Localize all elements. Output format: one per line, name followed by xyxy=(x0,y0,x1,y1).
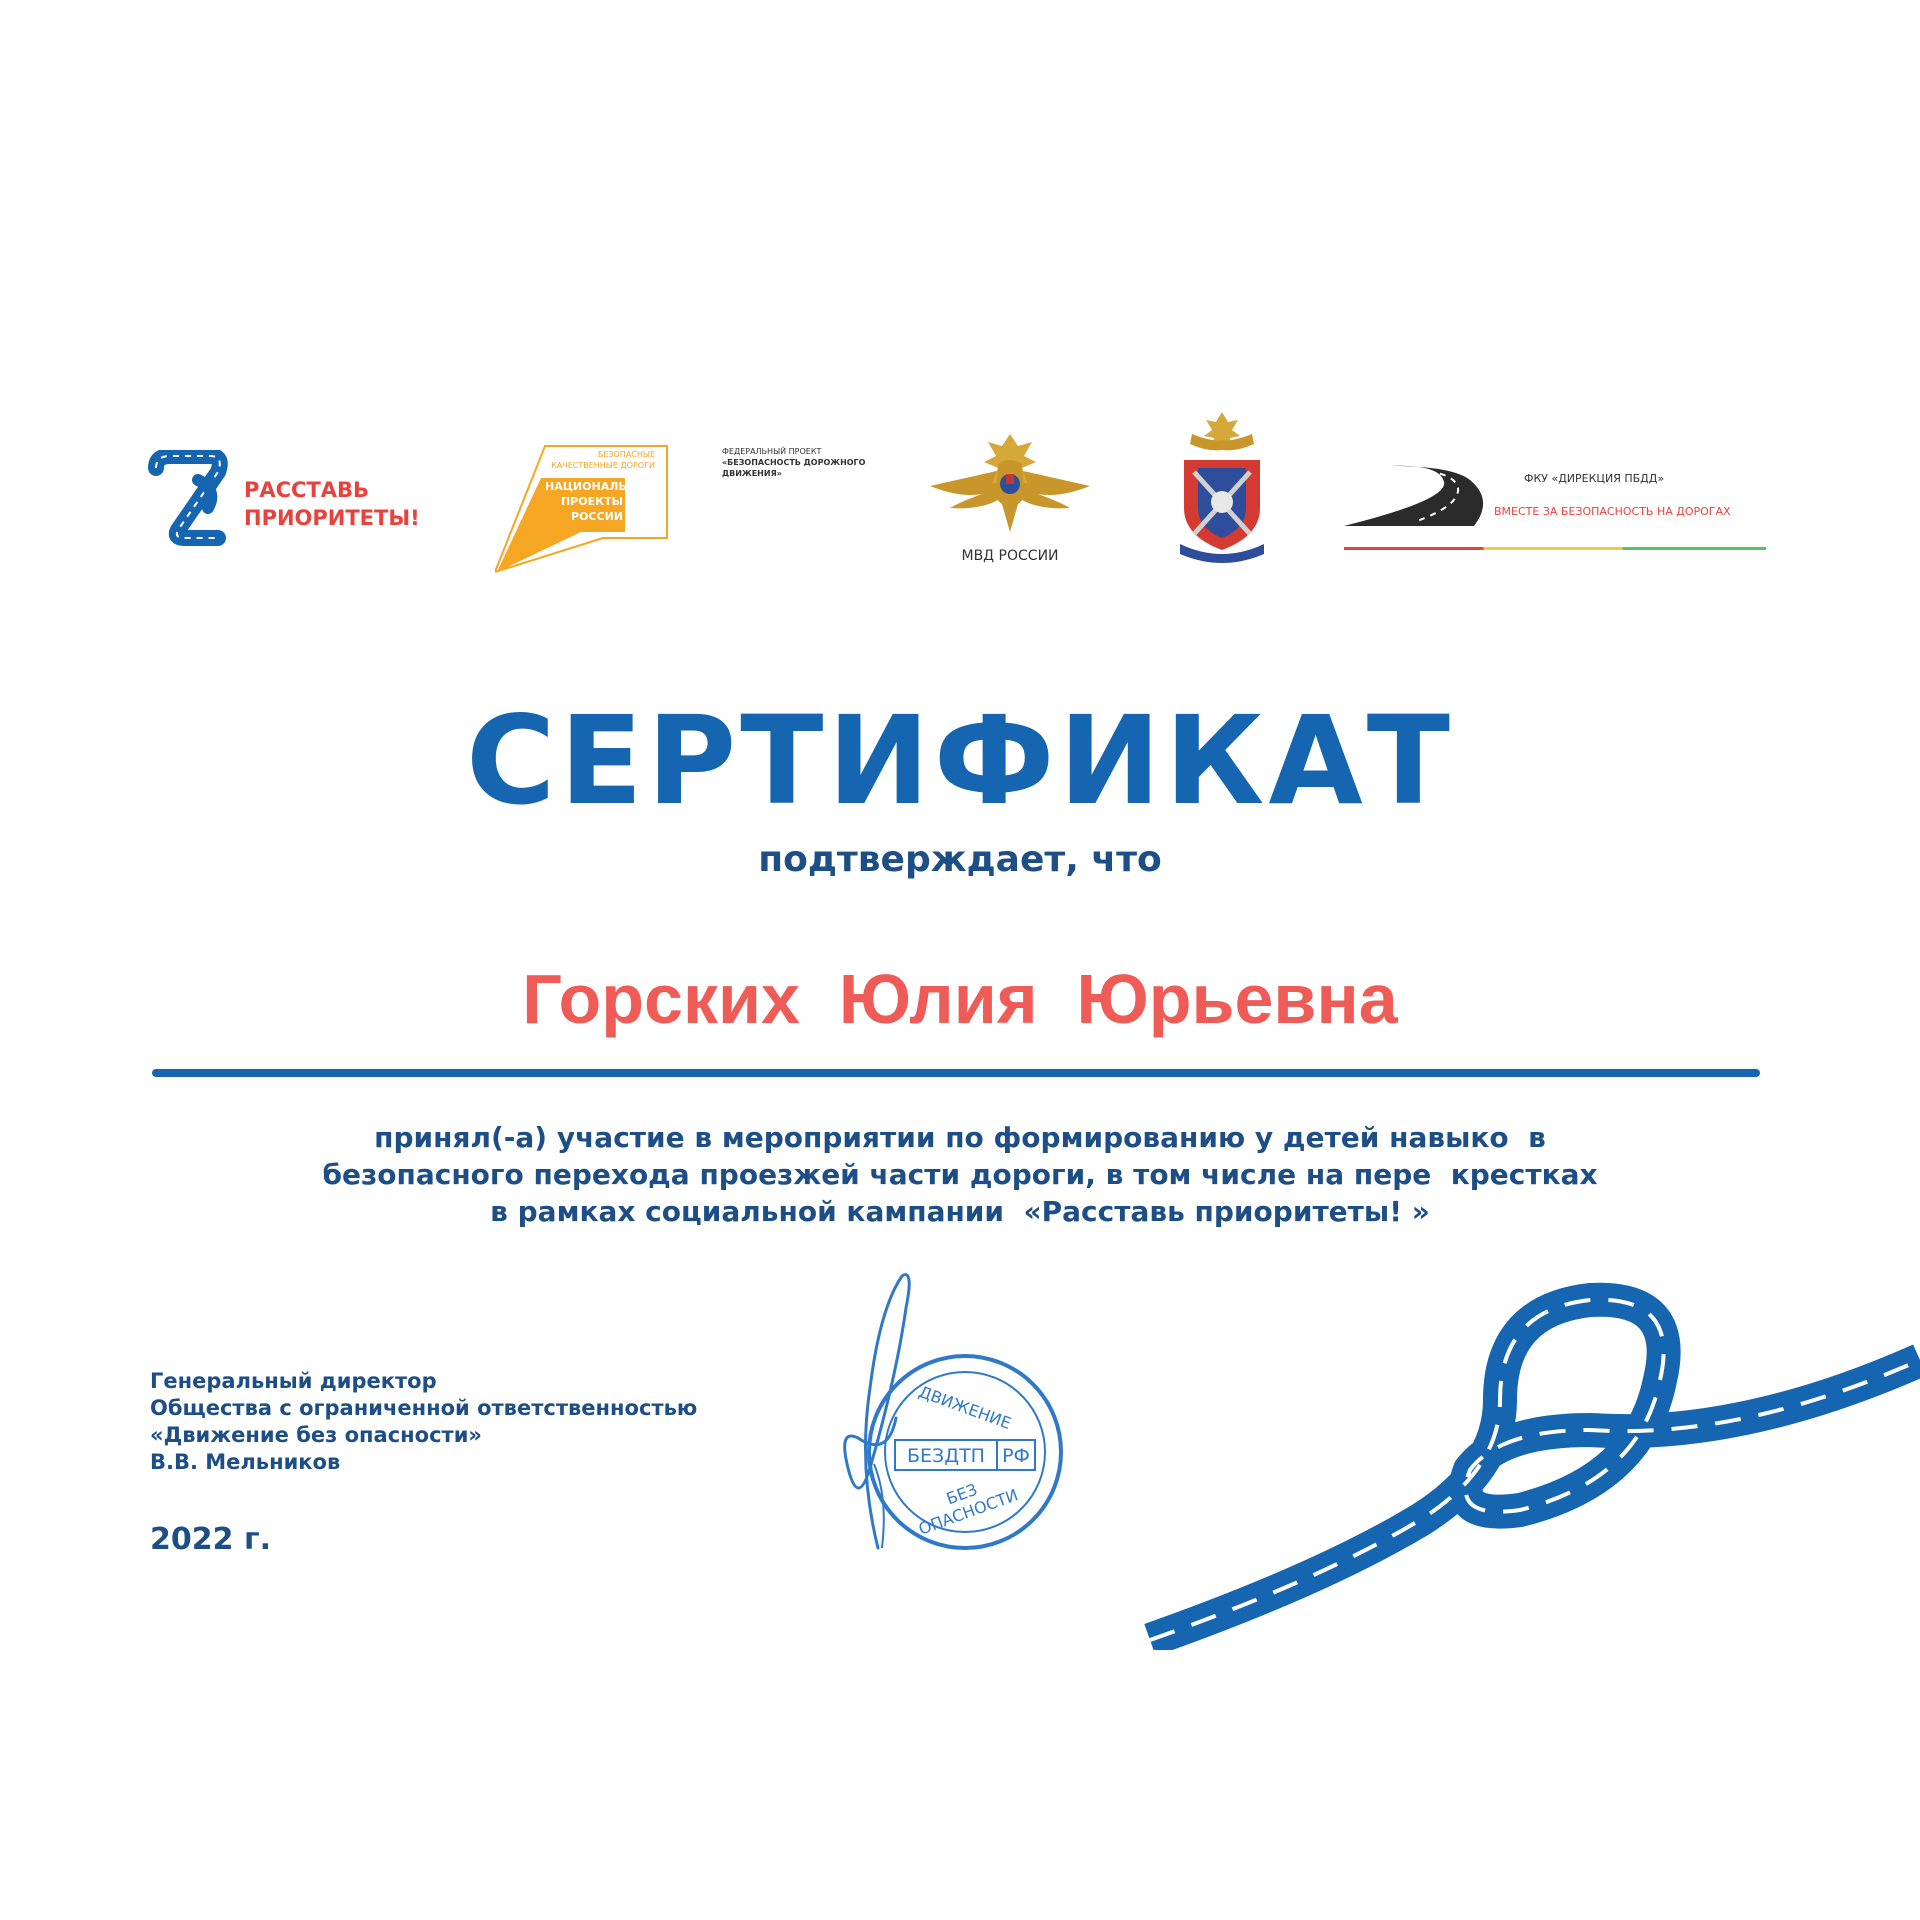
fed-project-line1: ФЕДЕРАЛЬНЫЙ ПРОЕКТ xyxy=(722,447,822,456)
signer-position: Генеральный директор xyxy=(150,1369,437,1393)
logo-fku-direktsiya-pbdd xyxy=(1344,460,1769,555)
rasstav-line2: ПРИОРИТЕТЫ! xyxy=(244,506,420,530)
mvd-eagle-emblem-icon xyxy=(920,428,1100,540)
signer-company-name: «Движение без опасности» xyxy=(150,1423,483,1447)
rasstav-emblem-icon xyxy=(148,450,232,550)
name-underline xyxy=(152,1069,1760,1077)
logo-gibdd-emblem xyxy=(1172,412,1272,564)
natsproekty-top2: КАЧЕСТВЕННЫЕ ДОРОГИ xyxy=(551,461,655,470)
certificate-title: СЕРТИФИКАТ xyxy=(465,690,1455,832)
signer-company: Общества с ограниченной ответственностью xyxy=(150,1396,698,1420)
mvd-caption: МВД РОССИИ xyxy=(961,548,1059,564)
stamp-center-left: БЕЗДТП xyxy=(907,1445,985,1467)
fku-line2: ВМЕСТЕ ЗА БЕЗОПАСНОСТЬ НА ДОРОГАХ xyxy=(1494,505,1731,518)
decorative-road-loop xyxy=(1120,1250,1920,1650)
fed-project-line2: «БЕЗОПАСНОСТЬ ДОРОЖНОГО xyxy=(722,458,866,467)
logo-mvd-rossii xyxy=(920,428,1100,568)
fku-tricolor-line xyxy=(1344,547,1766,550)
logo-federal-project xyxy=(722,446,882,479)
company-stamp xyxy=(865,1352,1065,1552)
logo-natsionalnye-proekty xyxy=(495,440,675,575)
fed-project-line3: ДВИЖЕНИЯ» xyxy=(722,469,782,478)
body-text-line-2: безопасного перехода проезжей части дороги, в том числе на пере крестках xyxy=(322,1158,1598,1191)
body-text-line-3: в рамках социальной кампании «Расставь приоритеты! » xyxy=(490,1195,1430,1228)
fku-line1: ФКУ «ДИРЕКЦИЯ ПБДД» xyxy=(1524,472,1665,485)
signer-name: В.В. Мельников xyxy=(150,1450,341,1474)
gibdd-shield-icon xyxy=(1172,412,1272,564)
natsproekty-main1: НАЦИОНАЛЬНЫЕ xyxy=(545,480,655,493)
logo-rasstav-prioritety xyxy=(148,450,448,550)
road-curve-icon xyxy=(1344,460,1484,530)
natsproekty-top1: БЕЗОПАСНЫЕ xyxy=(597,450,655,459)
body-text-line-1: принял(-а) участие в мероприятии по формированию у детей навыко в xyxy=(374,1121,1546,1154)
certificate-year: 2022 г. xyxy=(150,1522,272,1557)
stamp-arc-top: ДВИЖЕНИЕ xyxy=(916,1382,1014,1433)
rasstav-line1: РАССТАВЬ xyxy=(244,478,370,502)
stamp-center-right: РФ xyxy=(1002,1445,1030,1467)
certificate-subtitle: подтверждает, что xyxy=(758,839,1162,880)
natsproekty-main3: РОССИИ xyxy=(571,510,623,523)
recipient-name: Горских Юлия Юрьевна xyxy=(522,960,1398,1038)
natsproekty-main2: ПРОЕКТЫ xyxy=(560,495,623,508)
stamp-arc-bottom: БЕЗ ОПАСНОСТИ xyxy=(916,1479,1021,1539)
